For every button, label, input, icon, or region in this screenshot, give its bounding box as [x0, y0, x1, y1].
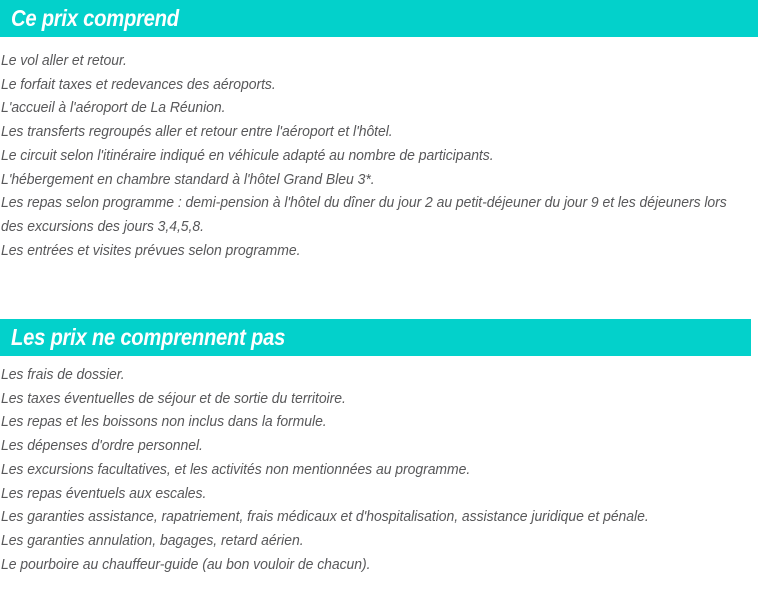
section-excluded [0, 319, 758, 577]
list-item: Le forfait taxes et redevances des aéroports. [0, 76, 276, 93]
list-item: Les dépenses d'ordre personnel. [0, 438, 203, 455]
list-item: Les frais de dossier. [0, 367, 125, 383]
excluded-items-list [0, 364, 758, 577]
list-item: Les repas éventuels aux escales. [0, 485, 207, 502]
list-item: L'accueil à l'aéroport de La Réunion. [0, 100, 226, 117]
section-title-included: Ce prix comprend [11, 5, 179, 31]
list-item: Le vol aller et retour. [0, 53, 127, 69]
list-item: Les taxes éventuelles de séjour et de sortie du territoire. [0, 390, 346, 407]
section-header-included [0, 0, 758, 37]
list-item: Le circuit selon l'itinéraire indiqué en véhicule adapté au nombre de participants. [0, 147, 494, 164]
list-item: Les garanties annulation, bagages, retard aérien. [0, 532, 304, 549]
list-item: Les transferts regroupés aller et retour entre l'aéroport et l'hôtel. [0, 124, 393, 141]
list-item: Les repas et les boissons non inclus dans la formule. [0, 414, 327, 431]
included-items-list [0, 50, 758, 263]
list-item: Les garanties assistance, rapatriement, frais médicaux et d'hospitalisation, assistance juridique et pénale. [0, 509, 649, 526]
list-item: Les repas selon programme : demi-pension à l'hôtel du dîner du jour 2 au petit-déjeuner du jour 9 et les déjeuners lors des excursions des jours 3,4,5,8. [0, 195, 727, 235]
list-item: Les entrées et visites prévues selon programme. [0, 242, 301, 259]
list-item: L'hébergement en chambre standard à l'hôtel Grand Bleu 3*. [0, 171, 375, 188]
list-item: Le pourboire au chauffeur-guide (au bon vouloir de chacun). [0, 556, 371, 573]
section-included [0, 0, 758, 263]
section-title-excluded: Les prix ne comprennent pas [11, 324, 286, 350]
section-header-excluded [0, 319, 751, 356]
list-item: Les excursions facultatives, et les activités non mentionnées au programme. [0, 461, 471, 478]
